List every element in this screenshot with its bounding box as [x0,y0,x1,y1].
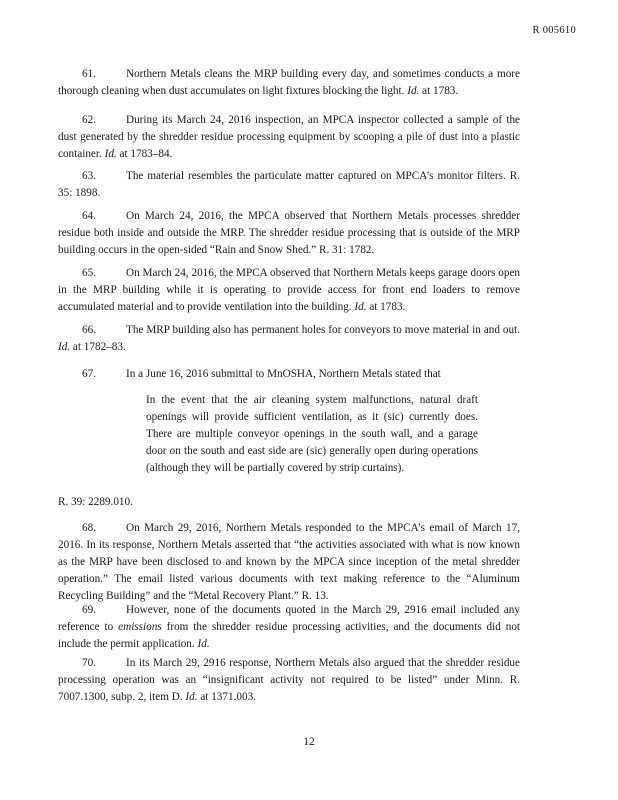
paragraph-67: 67. In a June 16, 2016 submittal to MnOSHA, Northern Metals stated that [82,368,441,380]
paragraph-66: 66. The MRP building also has permanent holes for conveyors to move material in and out. Id. at 1782–83. [58,324,520,353]
paragraph-63: 63. The material resembles the particulate matter captured on MPCA’s monitor filters. R. 35: 1898. [58,170,520,199]
paragraph-68: 68. On March 29, 2016, Northern Metals responded to the MPCA’s email of March 17, 2016. In its response, Northern Metals asserted that “the activities associated with what is now known as the MRP have been disclosed to and known by the MPCA since inception of the metal shredder operation.” The email listed various documents with text making reference to the “Aluminum Recycling Building” and the “Metal Recovery Plant.” R. 13. [58,522,520,602]
quote-citation: R. 39: 2289.010. [58,496,133,508]
page-number: 12 [303,736,315,748]
block-quote: In the event that the air cleaning system malfunctions, natural draft openings will provide sufficient ventilation, as it (sic) currently does. There are multiple conveyor openings in the south wall, and a garage door on the south and east side are (sic) generally open during operations (although they will be partially covered by strip curtains). [146,394,478,474]
paragraph-64: 64. On March 24, 2016, the MPCA observed that Northern Metals processes shredder residue both inside and outside the MRP. The shredder residue processing that is outside of the MRP building occurs in the open-sided “Rain and Snow Shed.” R. 31: 1782. [58,210,520,256]
paragraph-61: 61. Northern Metals cleans the MRP building every day, and sometimes conducts a more thorough cleaning when dust accumulates on light fixtures blocking the light. Id. at 1783. [58,68,520,97]
paragraph-62: 62. During its March 24, 2016 inspection, an MPCA inspector collected a sample of the dust generated by the shredder residue processing equipment by scooping a pile of dust into a plastic container. Id. at 1783–84. [58,114,520,160]
paragraph-70: 70. In its March 29, 2916 response, Northern Metals also argued that the shredder residue processing operation was an “insignificant activity not required to be listed” under Minn. R. 7007.1300, subp. 2, item D. Id. at 1371.003. [58,657,520,703]
bates-number: R 005610 [532,25,576,36]
paragraph-69: 69. However, none of the documents quoted in the March 29, 2916 email included any reference to emissions from the shredder residue processing activities, and the documents did not include the permit application. Id. [58,604,521,650]
paragraph-65: 65. On March 24, 2016, the MPCA observed that Northern Metals keeps garage doors open in the MRP building while it is operating to provide access for front end loaders to remove accumulated material and to provide ventilation into the building. Id. at 1783. [58,267,520,313]
